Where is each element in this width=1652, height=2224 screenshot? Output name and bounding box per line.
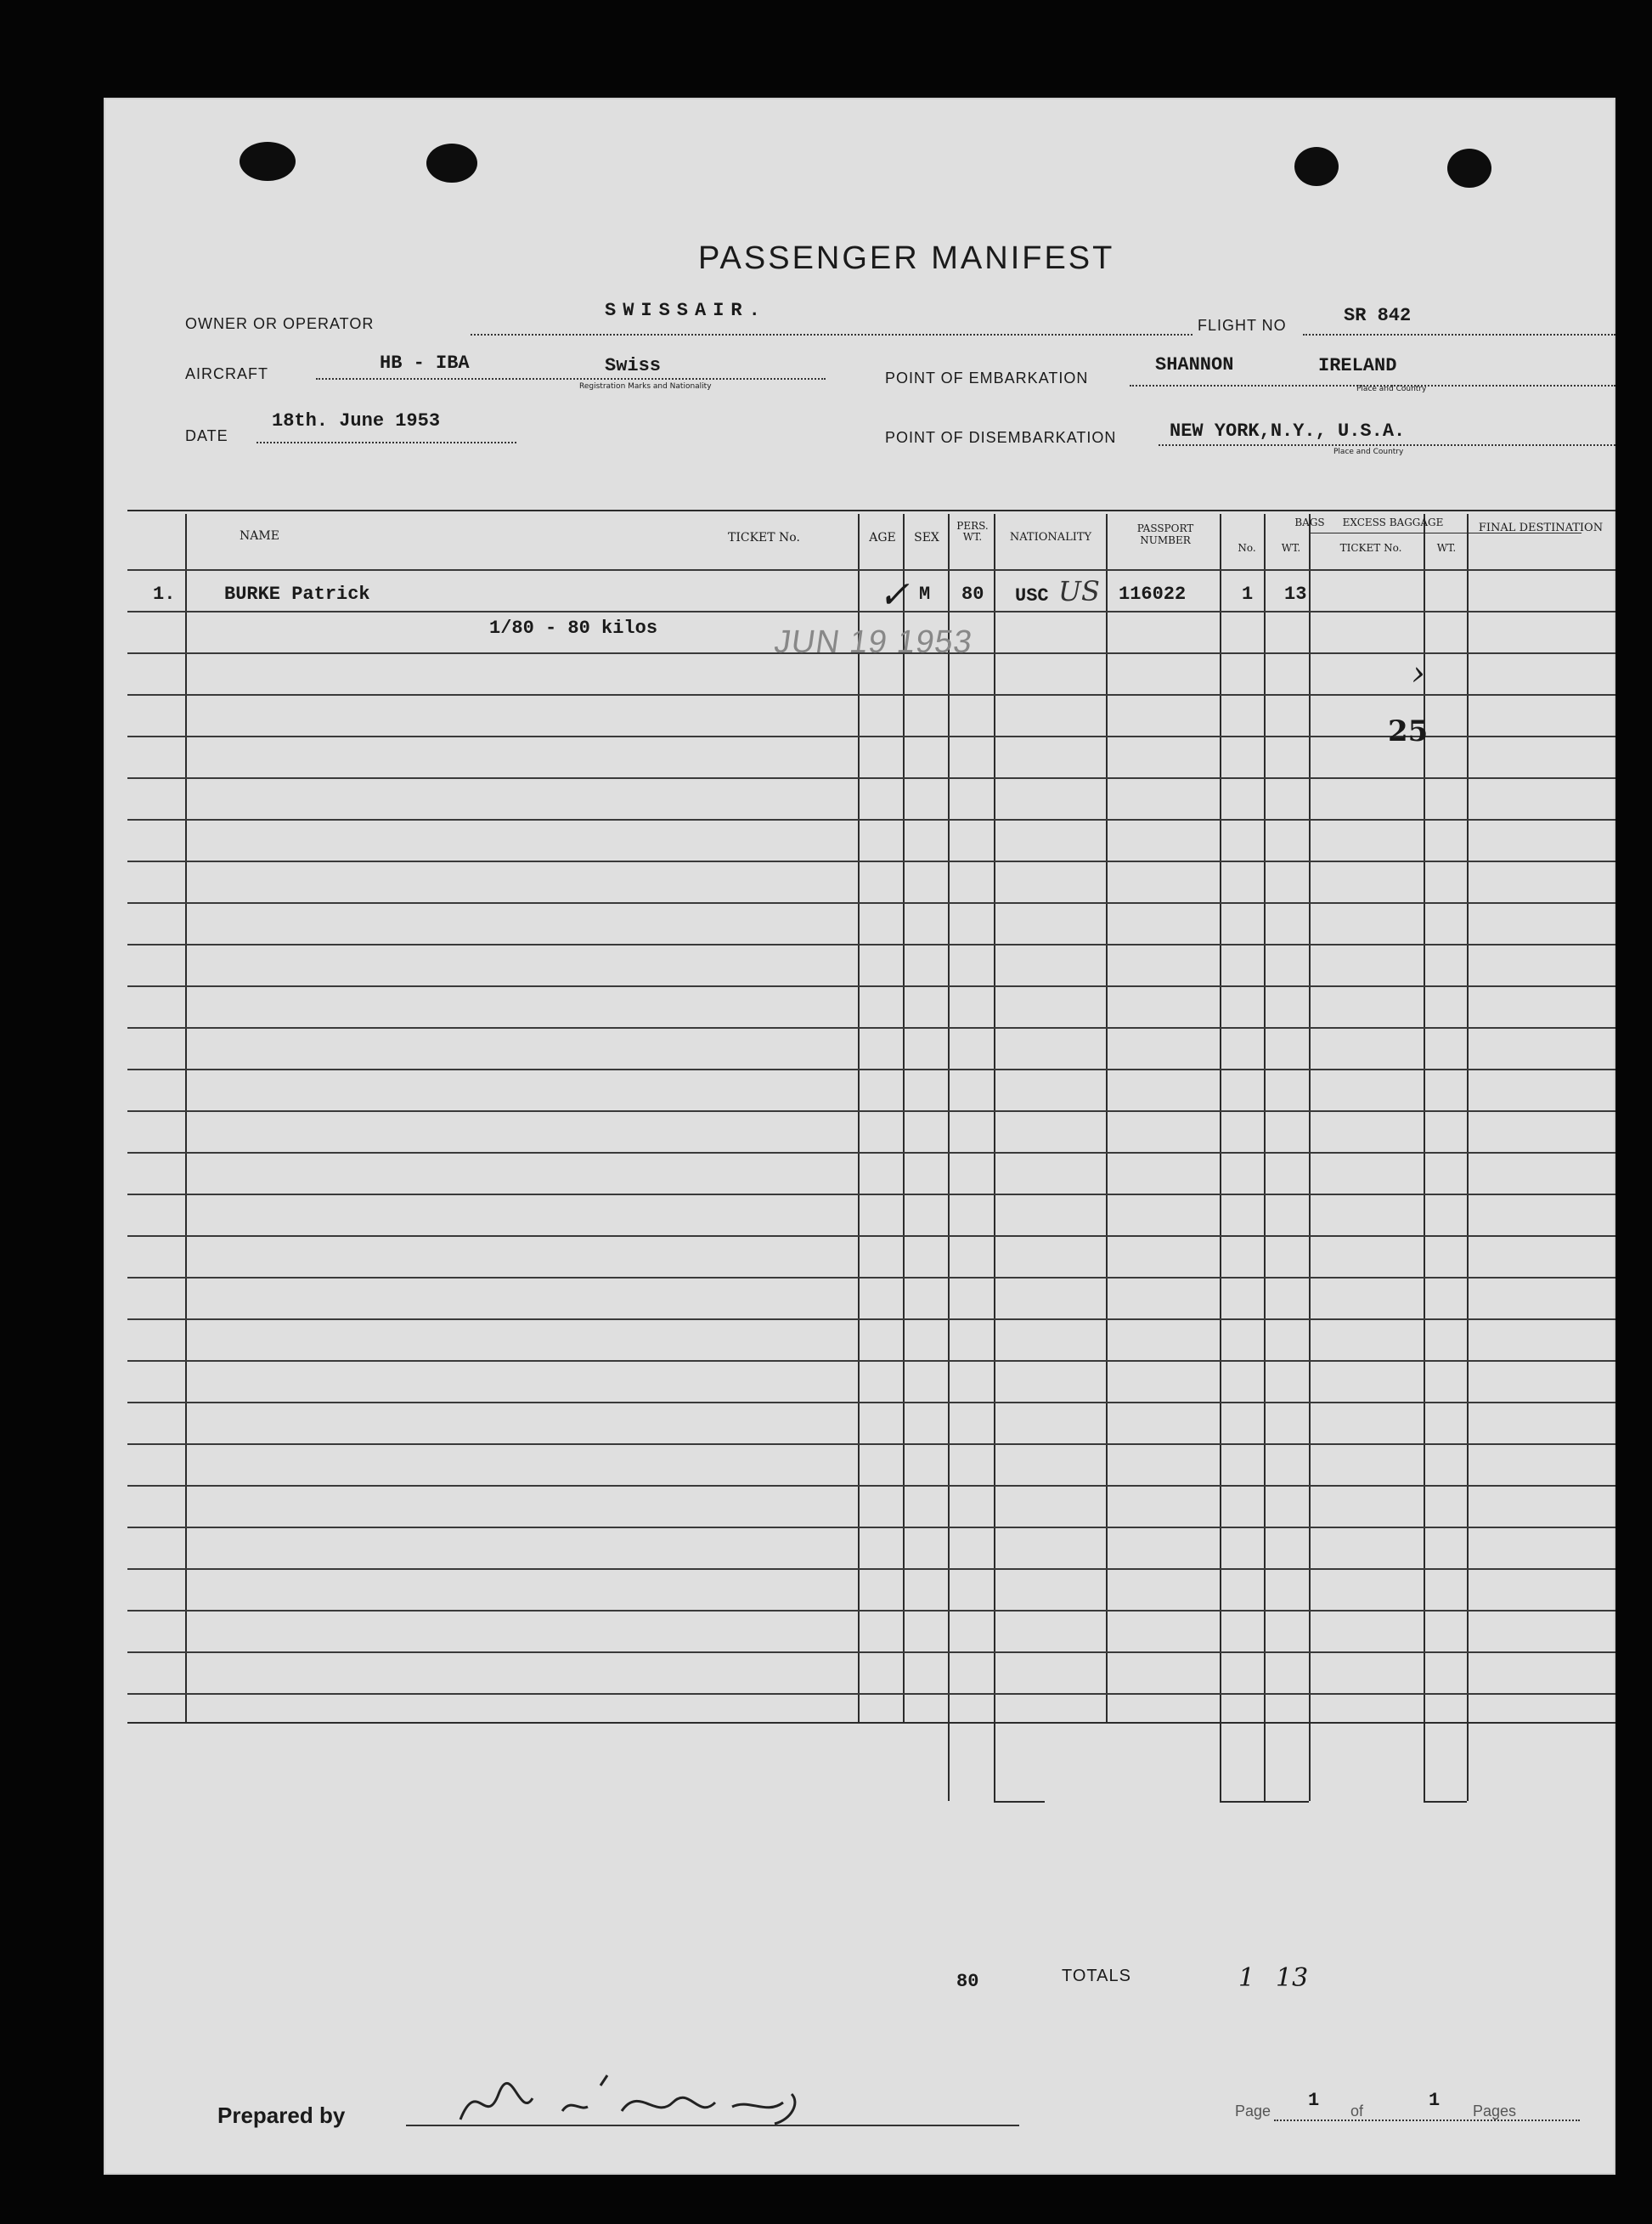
totals-label: TOTALS (1062, 1967, 1131, 1985)
date-label: DATE (185, 427, 228, 444)
passenger-name: BURKE Patrick (224, 584, 370, 605)
page-label: Page (1235, 2103, 1271, 2120)
table-row-rule (127, 819, 1615, 821)
table-row-rule (127, 1277, 1615, 1279)
aircraft-line (316, 378, 826, 380)
owner-line (471, 334, 1192, 336)
disembarkation-line (1159, 444, 1615, 446)
header-final-destination: FINAL DESTINATION (1478, 522, 1604, 534)
nationality-handwritten: US (1058, 575, 1100, 607)
table-row-rule (127, 1527, 1615, 1528)
table-row-rule (127, 1110, 1615, 1112)
embarkation-country: IRELAND (1318, 355, 1397, 376)
table-row-rule (127, 1693, 1615, 1695)
flight-label: FLIGHT NO (1198, 317, 1287, 334)
aircraft-nationality: Swiss (605, 355, 662, 376)
table-bottom-rule (127, 1722, 1615, 1724)
header-bags: BAGS (1294, 516, 1325, 528)
totals-box-bags (1220, 1801, 1309, 1803)
table-row-rule (127, 1568, 1615, 1570)
page-of-label: of (1350, 2103, 1364, 2120)
table-row-rule (127, 1651, 1615, 1653)
table-row-rule (127, 777, 1615, 779)
totals-box-excess (1424, 1801, 1467, 1803)
excess-tick-mark: › (1412, 654, 1425, 693)
disembarkation-label: POINT OF DISEMBARKATION (885, 429, 1117, 446)
disembarkation-sublabel: Place and Country (1333, 448, 1404, 456)
header-excess-wt: WT. (1436, 542, 1457, 554)
col-divider-excess-ticket (1424, 514, 1425, 1801)
table-row-rule (127, 1485, 1615, 1487)
weight-note: 1/80 - 80 kilos (489, 618, 658, 639)
flight-value: SR 842 (1344, 305, 1412, 326)
header-name: NAME (240, 529, 279, 543)
table-row-rule (127, 1360, 1615, 1362)
table-row-rule (127, 985, 1615, 987)
page-total: 1 (1429, 2090, 1441, 2111)
table-row-rule (127, 694, 1615, 696)
bags-weight: 13 (1284, 584, 1307, 605)
col-divider-excess-wt (1467, 514, 1469, 1801)
header-nationality: NATIONALITY (1009, 531, 1092, 544)
punch-hole (1294, 147, 1339, 186)
passenger-weight: 80 (961, 584, 984, 605)
excess-mark: 25 (1388, 714, 1429, 748)
date-stamp: JUN 19 1953 (772, 624, 975, 660)
header-age: AGE (869, 531, 896, 545)
aircraft-reg: HB - IBA (380, 353, 470, 374)
table-row-rule (127, 1318, 1615, 1320)
table-row-rule (127, 1443, 1615, 1445)
page-line (1274, 2120, 1580, 2121)
table-row-rule (127, 1235, 1615, 1237)
table-row-rule (127, 861, 1615, 862)
passport-number: 116022 (1119, 584, 1187, 605)
table-row-rule (127, 944, 1615, 945)
pages-label: Pages (1473, 2103, 1517, 2120)
table-row-rule (127, 1027, 1615, 1029)
prepared-by-label: Prepared by (217, 2103, 346, 2128)
aircraft-sublabel: Registration Marks and Nationality (579, 382, 712, 391)
bags-count: 1 (1242, 584, 1254, 605)
disembarkation-value: NEW YORK,N.Y., U.S.A. (1170, 421, 1406, 442)
embarkation-label: POINT OF EMBARKATION (885, 370, 1089, 387)
header-bags-wt: WT. (1281, 542, 1301, 554)
page-title: PASSENGER MANIFEST (698, 240, 1115, 276)
table-row-rule (127, 1610, 1615, 1612)
col-divider-sex (948, 514, 950, 1801)
table-top-rule (127, 510, 1615, 511)
page-number: 1 (1308, 2090, 1320, 2111)
date-line (257, 442, 516, 443)
col-divider-bags-no (1264, 514, 1266, 1801)
table-row-rule (127, 611, 1615, 612)
embarkation-sublabel: Place and Country (1356, 385, 1427, 393)
header-passport: PASSPORT NUMBER (1136, 522, 1194, 546)
table-row-rule (127, 1402, 1615, 1403)
signature (452, 2060, 843, 2137)
passenger-nationality: USC (1015, 585, 1049, 607)
manifest-sheet (104, 98, 1615, 2175)
date-value: 18th. June 1953 (272, 410, 441, 432)
col-divider-passport (1220, 514, 1221, 1801)
col-divider-wt (994, 514, 995, 1801)
passenger-sex: M (919, 584, 931, 605)
aircraft-label: AIRCRAFT (185, 365, 268, 382)
header-excess: EXCESS BAGGAGE (1342, 516, 1444, 528)
table-row-rule (127, 1069, 1615, 1070)
table-row-rule (127, 1194, 1615, 1195)
embarkation-place: SHANNON (1155, 354, 1234, 375)
table-row-rule (127, 569, 1615, 571)
age-check-mark: ✓ (878, 573, 910, 617)
owner-value: SWISSAIR. (605, 300, 767, 321)
punch-hole (240, 142, 296, 181)
owner-label: OWNER OR OPERATOR (185, 315, 375, 332)
header-sex: SEX (914, 531, 939, 545)
header-excess-ticket: TICKET No. (1339, 542, 1402, 554)
flight-line (1303, 334, 1615, 336)
totals-bags-weight: 13 (1276, 1963, 1309, 1993)
punch-hole (1447, 149, 1491, 188)
totals-box-wt (994, 1801, 1045, 1803)
table-row-rule (127, 1152, 1615, 1154)
punch-hole (426, 144, 477, 183)
header-ticket: TICKET No. (728, 531, 800, 545)
totals-pers-wt: 80 (956, 1971, 979, 1992)
table-row-rule (127, 902, 1615, 904)
header-pers-wt: PERS. WT. (956, 520, 989, 543)
header-bags-no: No. (1238, 542, 1256, 554)
row-index: 1. (153, 584, 176, 605)
col-divider-bags-wt (1309, 514, 1311, 1801)
totals-bags-count: 1 (1238, 1963, 1255, 1993)
